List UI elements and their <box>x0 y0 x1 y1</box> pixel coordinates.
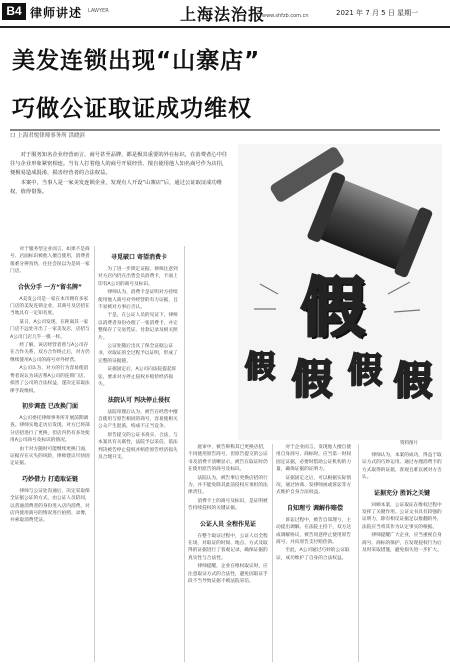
body-paragraph: 律师认为，消费卡是证明对方持续使用他人商号对外经营的有力证据，且不易被对方事后否认。 <box>98 290 178 311</box>
body-paragraph: 法院审理后认为，被告在经营中擅自使用与原告相同的商号，容易使相关公众产生混淆，构成不正当竞争。 <box>98 409 178 430</box>
section-title: 律师讲述 <box>30 6 83 20</box>
fake-char: 假 <box>292 357 332 403</box>
newspaper-masthead: 上海法治报 <box>180 5 266 24</box>
body-paragraph: 对于服务型企业而言，如果不是商号、店面标识被他人擅自使用，消费者很难分辨真伪，往往会误以为是同一家门店。 <box>10 247 90 275</box>
section-title-en: LAWYER <box>88 8 109 14</box>
body-paragraph: 诉讼过程中，被告自知理亏，主动提出调解。在法院主持下，双方达成调解协议，被告同意停止使用原告商号，并向原告支付赔偿款。 <box>276 517 352 546</box>
article-column-3 <box>188 444 268 662</box>
body-paragraph: 经了解，该店经营者曾与A公司存在合作关系，双方合作终止后，对方仍继续使用A公司的商号对外经营。 <box>10 343 90 363</box>
intro-paragraph: 本案中，当事人是一家美发连锁企业，发现有人开设“山寨店”后，通过公证取证成功维权，值得借鉴。 <box>10 180 223 195</box>
subheading: 巧妙借力 打造取证链 <box>21 475 79 483</box>
page-number: B4 <box>2 3 26 20</box>
fake-char: 假 <box>348 351 382 391</box>
body-paragraph: 证据固定之后，可以根据实际情况，通过协商、发律师函或诉讼等方式维护自身合法权益。 <box>276 475 352 496</box>
body-paragraph: 消费卡上的商号及标识，是证明被告持续侵权的关键证据。 <box>188 498 268 512</box>
subheading: 自知理亏 调解作赔偿 <box>286 504 344 512</box>
fake-char-large: 假 <box>301 272 365 346</box>
article-column-4 <box>276 444 354 662</box>
fake-char: 假 <box>245 350 275 385</box>
body-paragraph: 某日，A公司发现，在距离其一家门店不远处开出了一家美发店，店招与A公司门店几乎一模一样。 <box>10 319 90 340</box>
issue-date: 2021 年 7 月 5 日 星期一 <box>336 9 419 17</box>
body-paragraph: 律师与公证处沟通后，决定采取保全证据公证的方式，由公证人员陪同，以普通消费者的身份进入店内消费，对店内使用商号的情况进行拍照、录像，并索取消费凭证。 <box>10 488 90 524</box>
subheading: 初步调查 已改换门面 <box>21 402 79 410</box>
body-paragraph: A美发公司是一家在本市拥有多家门店的美发连锁企业，其商号及店招在当地具有一定知名度。 <box>10 296 90 317</box>
article-column-5 <box>362 452 442 662</box>
body-paragraph: 为了进一步锁定证据，律师注意到对方店内仍在出售会员消费卡，卡面上印有A公司的商号及标识。 <box>98 267 178 287</box>
body-paragraph: 由于对方随时可能继续更换门面，证据存在灭失的风险，律师建议尽快固定证据。 <box>10 446 90 467</box>
newspaper-url: www.shfzb.com.cn <box>262 13 309 19</box>
body-paragraph: 对于企业而言，发现他人擅自使用自身商号、商标时，应当第一时间固定证据，必要时借助公证机构的力量，确保证据的证明力。 <box>276 445 352 473</box>
headline-line-1: 美发连锁出现“山寨店” <box>12 48 261 74</box>
column-divider <box>94 246 95 662</box>
article-column-2 <box>98 246 180 662</box>
page-header <box>0 0 450 28</box>
subheading: 合伙分手 一方“留名牌” <box>18 283 82 291</box>
column-divider <box>358 444 359 662</box>
gavel-illustration <box>238 144 442 440</box>
body-paragraph: 于是，在公证人员的见证下，律师以消费者身份办理了一张消费卡，并完整保存了交易凭证、付款记录及相关照片。 <box>98 313 178 341</box>
subheading: 证据充分 胜诉之关键 <box>373 489 431 497</box>
body-paragraph: 至此，A公司通过巧妙的公证取证，成功维护了自身的合法权益。 <box>276 548 350 561</box>
subheading: 公证人员 全程作见证 <box>199 520 257 528</box>
intro-paragraph: 对于服务知名企业经营而言，商号甚至品牌，都是极其重要的外在标识，在消费者心中往往与企业形象紧密相连。当有人打着他人的商号开展经营、擅自使用他人知名商号作为店招，便极易造成混淆，损害经营者的合法权益。 <box>10 152 228 176</box>
image-caption: 资料图片 <box>400 441 418 446</box>
body-paragraph: A公司委托律师事务所开展前期调查。律师实地走访后发现，对方已将部分店招进行了更换，但店内仍有多处使用A公司商号及标识的情况。 <box>10 415 90 444</box>
column-divider <box>272 444 273 662</box>
body-paragraph: 律师提醒广大企业，应当重视自身商号、商标的保护，在发现侵权行为后及时采取措施，避免损失进一步扩大。 <box>362 533 442 554</box>
body-paragraph: 原告提交的公证书真实、合法，与本案具有关联性，法院予以采信，依法判决被告停止侵权并赔偿原告经济损失及合理开支。 <box>98 432 178 460</box>
subheading: 法院认可 判决停止侵权 <box>107 396 171 404</box>
byline: 口 上海君悦律师事务所 洪晓滨 <box>10 133 85 139</box>
body-paragraph: 回顾本案，公证取证在维权过程中发挥了关键作用。公证文书具有较强的证明力，除有相反证据足以推翻的外，法院应当将其作为认定事实的根据。 <box>362 502 442 530</box>
article-intro <box>10 151 230 198</box>
column-divider <box>184 246 185 662</box>
body-paragraph: 律师提醒，企业在维权取证时，应注意取证方式的合法性，避免因取证手段不当导致证据不被法院采信。 <box>188 564 268 585</box>
body-paragraph: 庭审中，被告辩称其已更换店招，不再使用原告商号，但原告提交的公证书及消费卡清晰显示，被告在取证时仍在使用原告的商号及标识。 <box>188 445 268 473</box>
body-paragraph: A公司认为，对方的行为容易使消费者误认为该店系A公司的连锁门店，损害了公司的合法权益，遂决定采取法律手段维权。 <box>10 366 90 394</box>
body-paragraph: 在整个取证过程中，公证人员全程在场，对取证的时间、地点、方式及取得的证据进行了客观记录，确保证据的真实性与合法性。 <box>188 533 268 561</box>
body-paragraph: 公证处随后出具了保全证据公证书，对取证的全过程予以证明，形成了完整的证据链。 <box>98 344 178 364</box>
body-paragraph: 律师认为，本案的成功，得益于取证方式的巧妙运用。通过办理消费卡的方式取得的证据，客观且难以被对方否认。 <box>362 453 442 481</box>
fake-char: 假 <box>393 359 432 403</box>
headline-line-2: 巧做公证取证成功维权 <box>12 96 252 122</box>
subheading: 寻觅破口 寄望消费卡 <box>110 254 168 261</box>
article-column-1 <box>10 246 90 662</box>
body-paragraph: 证据固定后，A公司向法院提起诉讼，要求对方停止侵权并赔偿经济损失。 <box>98 367 177 388</box>
body-paragraph: 法院认为，被告事后更换店招的行为，并不能免除其此前侵权应承担的法律责任。 <box>188 475 268 496</box>
